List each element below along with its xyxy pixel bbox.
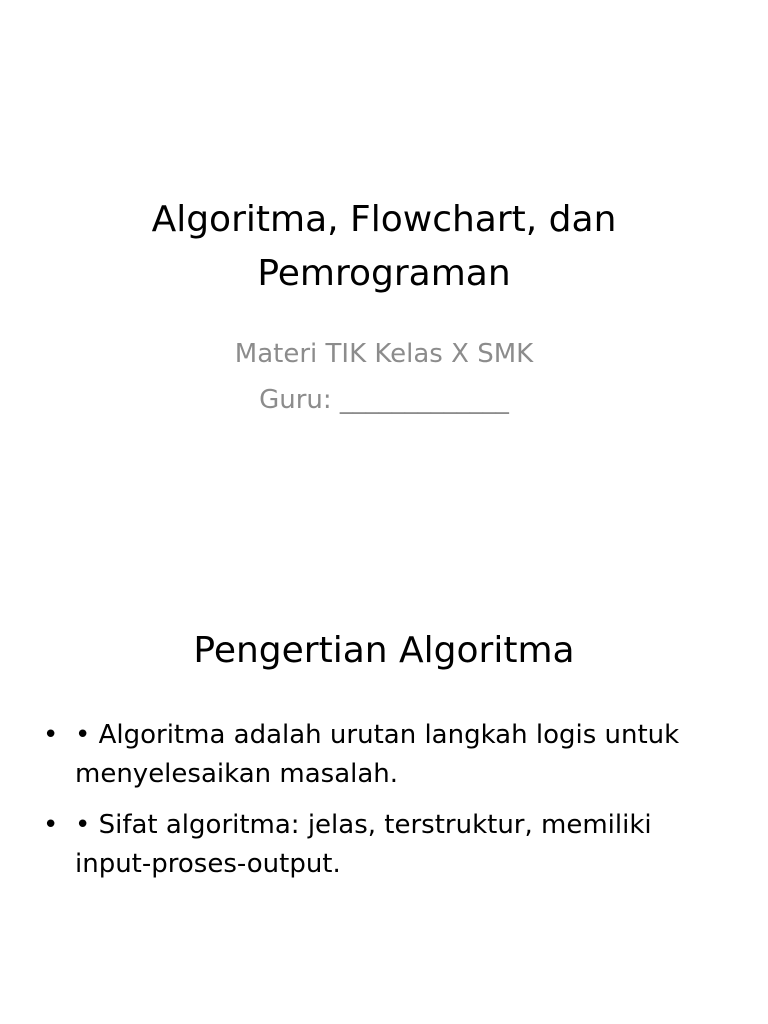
- bullet-text: • Sifat algoritma: jelas, terstruktur, memiliki input-proses-output.: [75, 810, 652, 879]
- bullet-list: [40, 716, 730, 896]
- slide-1-subtitle: [40, 331, 728, 423]
- bullet-item: [40, 806, 730, 884]
- bullet-item: [40, 716, 730, 794]
- slide-1-title-line-2: Pemrograman: [257, 253, 511, 294]
- subtitle-course: Materi TIK Kelas X SMK: [234, 339, 534, 369]
- subtitle-teacher: Guru: _____________: [259, 385, 509, 415]
- slide-1-title-line-1: Algoritma, Flowchart, dan: [151, 199, 617, 240]
- slide-2-title: Pengertian Algoritma: [193, 630, 575, 671]
- bullet-marker: •: [43, 720, 59, 750]
- bullet-marker: •: [43, 810, 59, 840]
- bullet-text: • Algoritma adalah urutan langkah logis untuk menyelesaikan masalah.: [75, 720, 680, 789]
- slide-1-title: [40, 193, 728, 301]
